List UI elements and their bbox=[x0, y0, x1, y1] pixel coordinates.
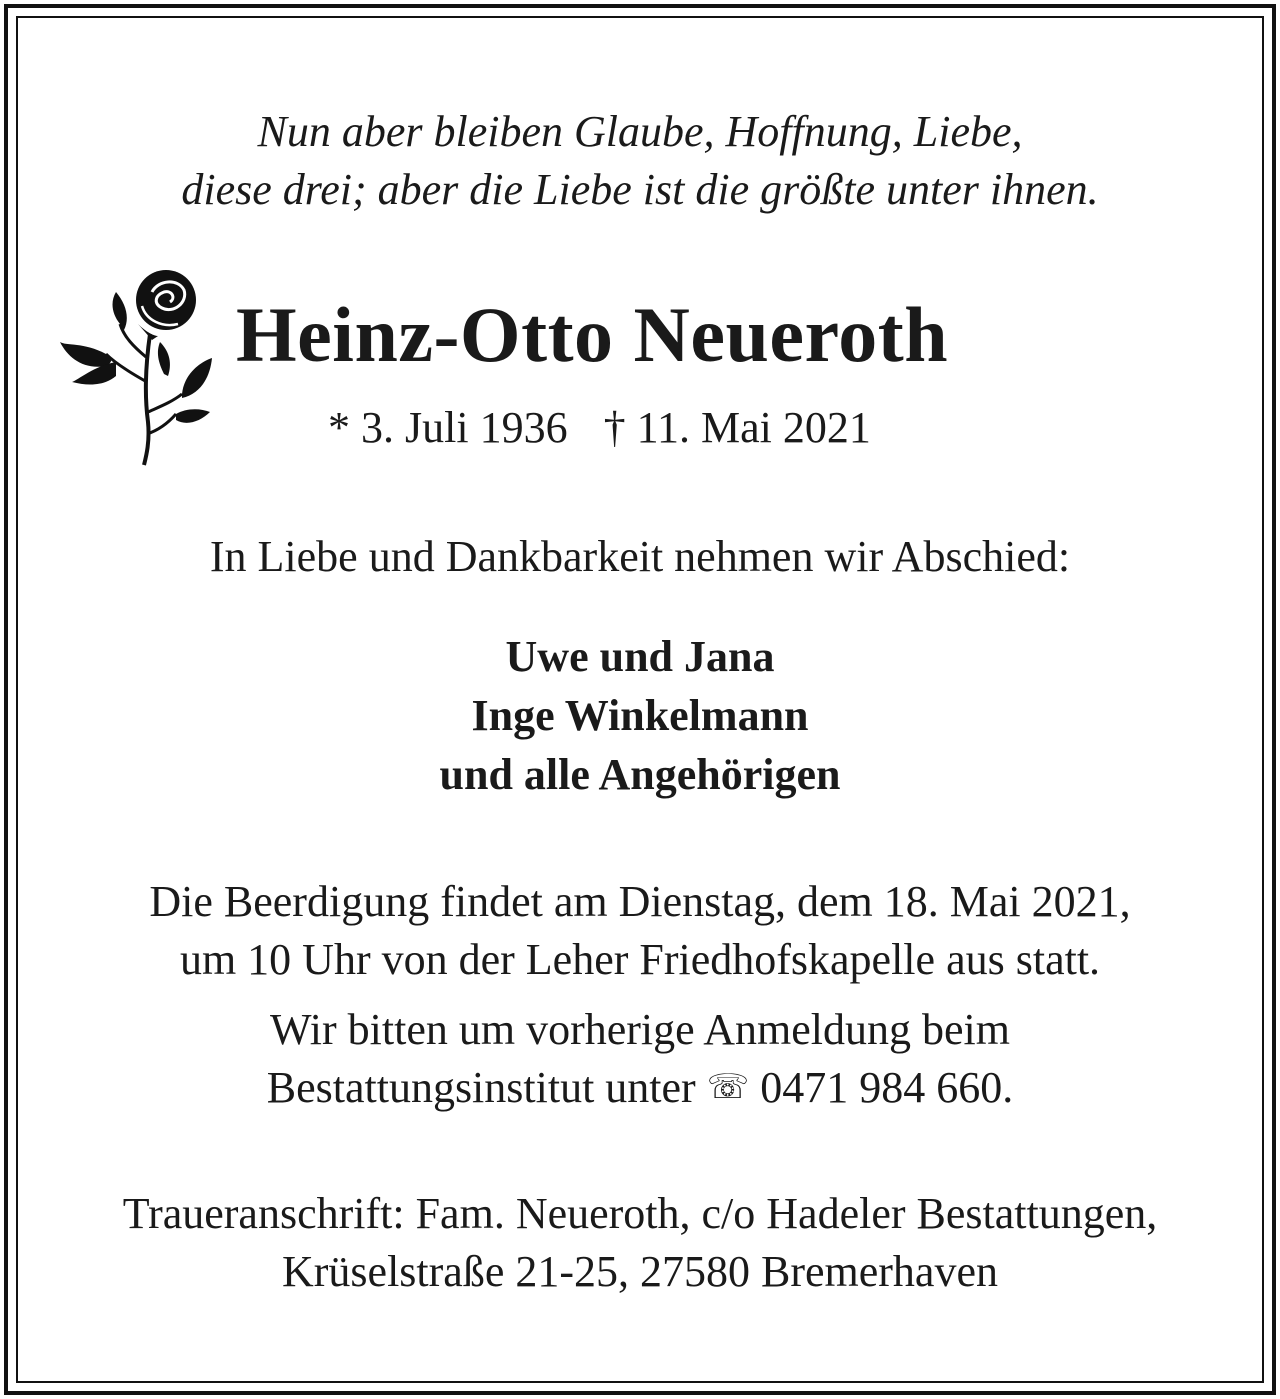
mourner-3: und alle Angehörigen bbox=[439, 750, 841, 799]
birth-date: * 3. Juli 1936 bbox=[328, 403, 568, 452]
mourner-2: Inge Winkelmann bbox=[471, 691, 809, 740]
mourner-1: Uwe und Jana bbox=[505, 632, 775, 681]
phone-number: 0471 984 660. bbox=[760, 1063, 1014, 1112]
farewell-text: In Liebe und Dankbarkeit nehmen wir Abschied: bbox=[209, 532, 1071, 581]
funeral-line-1: Die Beerdigung findet am Dienstag, dem 18. Mai 2021, bbox=[149, 877, 1131, 926]
rose-icon bbox=[54, 262, 224, 467]
address-line-2: Krüselstraße 21-25, 27580 Bremerhaven bbox=[281, 1247, 998, 1296]
life-dates bbox=[328, 402, 871, 453]
telephone-icon: ☏ bbox=[706, 1067, 750, 1107]
registration-prefix: Bestattungsinstitut unter bbox=[266, 1063, 696, 1112]
verse-line-2: diese drei; aber die Liebe ist die größte unter ihnen. bbox=[181, 165, 1099, 214]
address-line-1: Traueranschrift: Fam. Neueroth, c/o Hadeler Bestattungen, bbox=[122, 1189, 1158, 1238]
deceased-name: Heinz-Otto Neueroth bbox=[236, 291, 949, 378]
death-date: † 11. Mai 2021 bbox=[603, 403, 871, 452]
registration-line-1: Wir bitten um vorherige Anmeldung beim bbox=[270, 1005, 1010, 1054]
verse-line-1: Nun aber bleiben Glaube, Hoffnung, Liebe, bbox=[257, 107, 1023, 156]
registration-line-2 bbox=[0, 1062, 1280, 1113]
funeral-line-2: um 10 Uhr von der Leher Friedhofskapelle aus statt. bbox=[179, 935, 1101, 984]
